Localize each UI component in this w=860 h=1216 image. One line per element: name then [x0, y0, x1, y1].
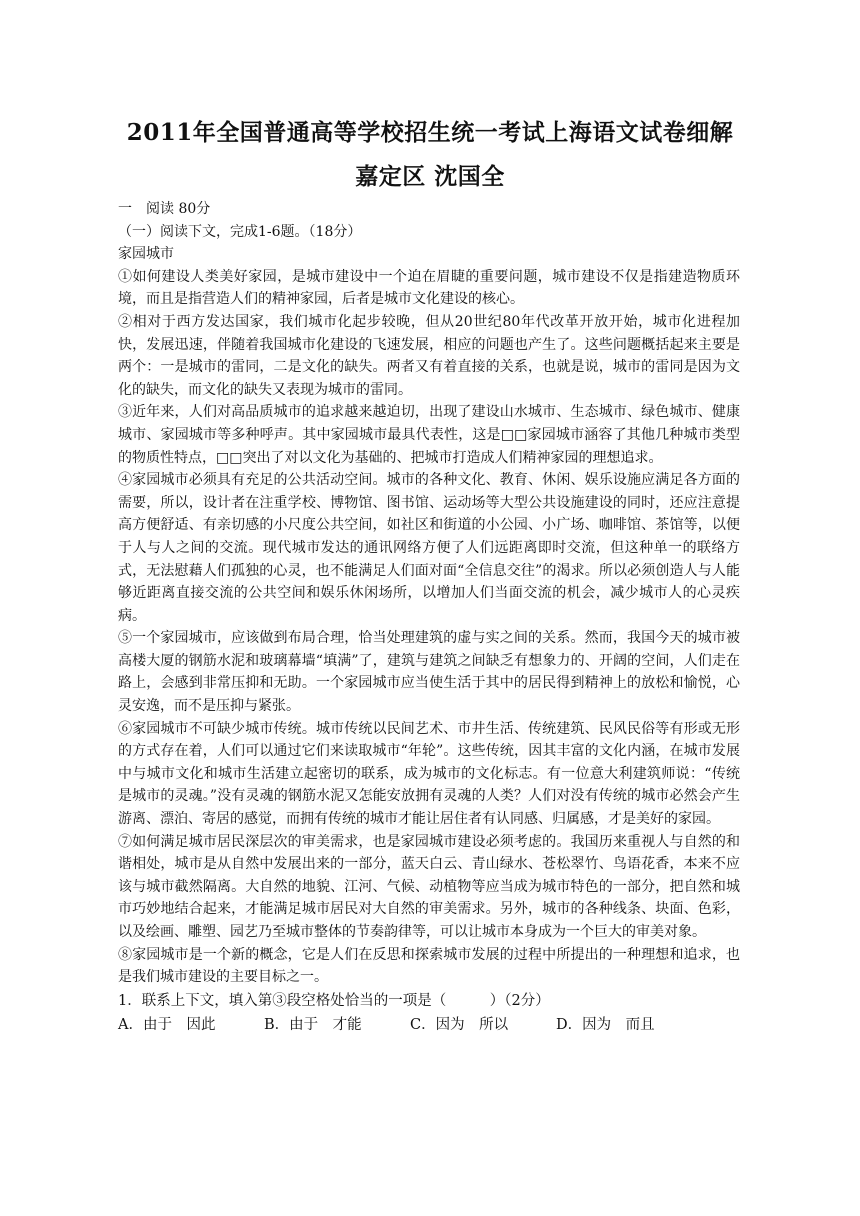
answer-options: [118, 1013, 740, 1037]
option-a: A．由于 因此: [118, 1016, 216, 1033]
page-title: 2011年全国普通高等学校招生统一考试上海语文试卷细解: [126, 119, 734, 146]
option-b: B．由于 才能: [264, 1016, 362, 1033]
paragraph-5: ⑤一个家园城市，应该做到布局合理，恰当处理建筑的虚与实之间的关系。然而，我国今天的城市被高楼大厦的钢筋水泥和玻璃幕墙“填满”了，建筑与建筑之间缺乏有想象力的、开阔的空间，人们走在路上，会感到非常压抑和无助。一个家园城市应当使生活于其中的居民得到精神上的放松和愉悦，心灵安逸，而不是压抑与紧张。: [118, 630, 740, 715]
subsection-heading: （一）阅读下文，完成1-6题。（18分）: [118, 223, 362, 240]
paragraph-4: ④家园城市必须具有充足的公共活动空间。城市的各种文化、教育、休闲、娱乐设施应满足各方面的需要，所以，设计者在注重学校、博物馆、图书馆、运动场等大型公共设施建设的同时，还应注意提高方便舒适、有亲切感的小尺度公共空间，如社区和街道的小公园、小广场、咖啡馆、茶馆等，以便于人与人之间的交流。现代城市发达的通讯网络方便了人们远距离即时交流，但这种单一的联络方式，无法慰藉人们孤独的心灵，也不能满足人们面对面“全信息交往”的渴求。所以必须创造人与人能够近距离直接交流的公共空间和娱乐休闲场所，以增加人们当面交流的机会，减少城市人的心灵疾病。: [118, 472, 740, 624]
author-line: 嘉定区 沈国全: [355, 163, 505, 190]
option-d: D．因为 而且: [556, 1016, 655, 1033]
paragraph-2: ②相对于西方发达国家，我们城市化起步较晚，但从20世纪80年代改革开放开始，城市化进程加快，发展迅速，伴随着我国城市化建设的飞速发展，相应的问题也产生了。这些问题概括起来主要是两个：一是城市的雷同，二是文化的缺失。两者又有着直接的关系，也就是说，城市的雷同是因为文化的缺失，而文化的缺失又表现为城市的雷同。: [118, 313, 740, 398]
paragraph-8: ⑧家园城市是一个新的概念，它是人们在反思和探索城市发展的过程中所提出的一种理想和追求，也是我们城市建设的主要目标之一。: [118, 946, 740, 986]
paragraph-1: ①如何建设人类美好家园，是城市建设中一个迫在眉睫的重要问题，城市建设不仅是指建造物质环境，而且是指营造人们的精神家园，后者是城市文化建设的核心。: [118, 268, 740, 308]
question-1: 1．联系上下文，填入第③段空格处恰当的一项是（ ）（2分）: [118, 992, 550, 1009]
document-body: [118, 198, 740, 1037]
paragraph-7: ⑦如何满足城市居民深层次的审美需求，也是家园城市建设必须考虑的。我国历来重视人与自然的和谐相处，城市是从自然中发展出来的一部分，蓝天白云、青山绿水、苍松翠竹、鸟语花香，本来不应该与城市截然隔离。大自然的地貌、江河、气候、动植物等应当成为城市特色的一部分，把自然和城市巧妙地结合起来，才能满足城市居民对大自然的审美需求。另外，城市的各种线条、块面、色彩，以及绘画、雕塑、园艺乃至城市整体的节奏韵律等，可以让城市本身成为一个巨大的审美对象。: [118, 833, 740, 940]
paragraph-6: ⑥家园城市不可缺少城市传统。城市传统以民间艺术、市井生活、传统建筑、民风民俗等有形或无形的方式存在着，人们可以通过它们来读取城市“年轮”。这些传统，因其丰富的文化内涵，在城市发展中与城市文化和城市生活建立起密切的联系，成为城市的文化标志。有一位意大利建筑师说：“传统是城市的灵魂。”没有灵魂的钢筋水泥又怎能安放拥有灵魂的人类？人们对没有传统的城市必然会产生游离、漂泊、寄居的感觉，而拥有传统的城市才能让居住者有认同感、归属感，才是美好的家园。: [118, 720, 740, 828]
article-title: 家园城市: [118, 246, 174, 263]
section-heading: 一 阅读 80分: [118, 201, 211, 217]
option-c: C．因为 所以: [410, 1016, 509, 1033]
paragraph-3: ③近年来，人们对高品质城市的追求越来越迫切，出现了建设山水城市、生态城市、绿色城市、健康城市、家园城市等多种呼声。其中家园城市最具代表性，这是□□家园城市涵容了其他几种城市类型的物质性特点，□□突出了对以文化为基础的、把城市打造成人们精神家园的理想追求。: [118, 404, 740, 466]
